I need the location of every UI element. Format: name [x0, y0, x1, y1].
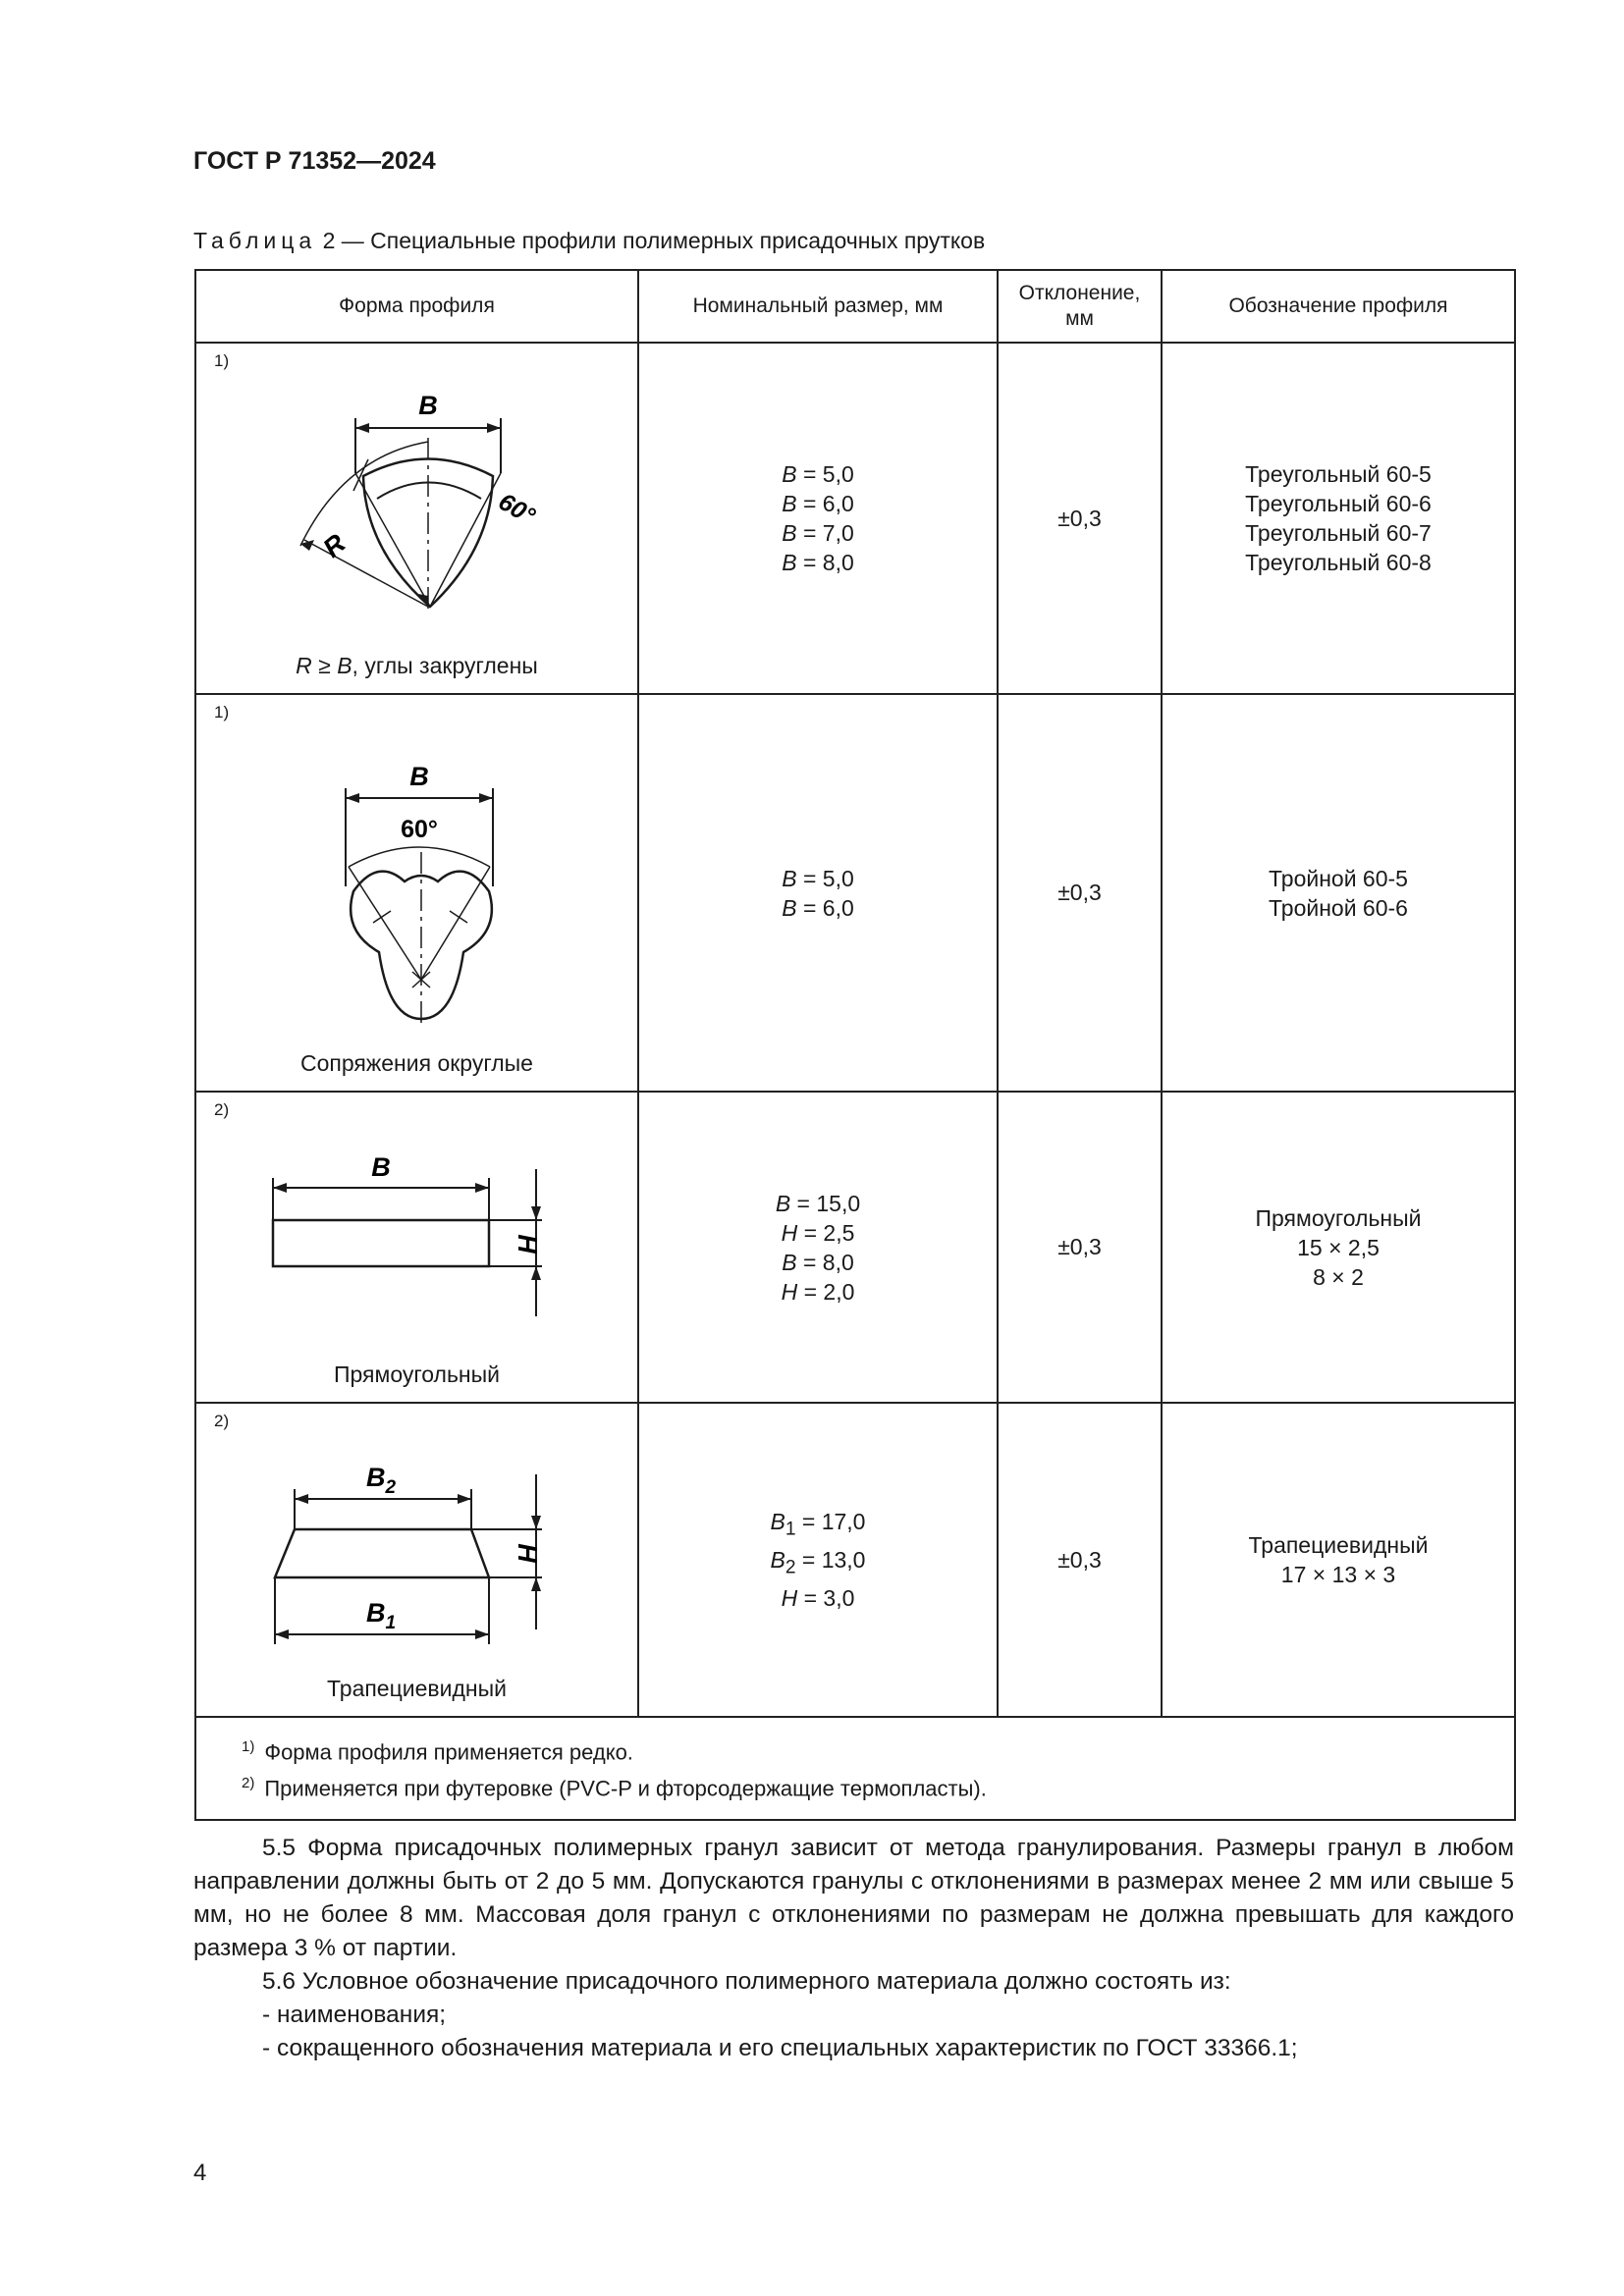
designation-cell — [1162, 694, 1515, 1092]
figure-label-r: R — [317, 528, 352, 563]
trapezoidal-profile-drawing — [196, 1404, 639, 1718]
footnote-mark: 1) — [214, 703, 230, 721]
size-value: B = 8,0 — [782, 550, 854, 575]
triangular-profile-drawing — [196, 344, 639, 695]
size-value: B = 7,0 — [782, 520, 854, 546]
profile-shape-cell — [195, 1403, 638, 1717]
size-value: B = 6,0 — [782, 491, 854, 516]
deviation-cell: ±0,3 — [998, 1403, 1162, 1717]
size-value: B = 6,0 — [782, 894, 854, 921]
designation-line: Прямоугольный — [1255, 1204, 1422, 1231]
caption-rel: ≥ — [311, 653, 338, 678]
profile-caption: Сопряжения округлые — [300, 1050, 533, 1076]
figure-label-b2: $B_2$ — [365, 1463, 397, 1498]
designation-line: Тройной 60-5 — [1269, 865, 1408, 891]
list-item: - наименования; — [262, 2002, 447, 2028]
figure-label-angle: 60° — [493, 488, 540, 531]
paragraph-5-5: 5.5 Форма присадочных полимерных гранул зависит от метода гранулирования. Размеры гранул в любом направлении должны быть от 2 до 5 мм. Допускаются гранулы с отклонениями в размерах менее 2 мм или свыше 5 мм, но не более 8 мм. Массовая доля гранул с отклонениями по размерам не должна превышать для каждого размера 3 % от партии. — [193, 1835, 1514, 1961]
profile-caption: Прямоугольный — [333, 1362, 501, 1387]
size-value: $B_1 = 17,0$ — [770, 1509, 866, 1540]
table-note: $^{1)}$ Форма профиля применяется редко. — [242, 1738, 633, 1765]
size-value: B = 15,0 — [775, 1190, 861, 1216]
deviation-cell: ±0,3 — [998, 343, 1162, 694]
nominal-size-cell — [638, 1403, 998, 1717]
table-row — [195, 343, 1515, 694]
table-row — [195, 1092, 1515, 1403]
table-notes — [195, 1717, 1515, 1820]
table-row — [195, 1403, 1515, 1717]
designation-line: Тройной 60-6 — [1269, 894, 1408, 921]
profile-caption — [196, 653, 637, 679]
figure-label-b1: $B_1$ — [365, 1598, 397, 1633]
designation-line: 17 × 13 × 3 — [1280, 1562, 1396, 1587]
page-number: 4 — [193, 2160, 207, 2186]
table-caption — [193, 228, 985, 254]
figure-label-b: B — [409, 762, 429, 791]
table-header-row — [195, 270, 1515, 343]
table-notes-row — [195, 1717, 1515, 1820]
figure-label-h: H — [513, 1234, 542, 1254]
figure-label-b: B — [418, 391, 438, 420]
profile-shape-cell — [195, 1092, 638, 1403]
caption-var: R — [296, 653, 312, 678]
designation-line: Треугольный 60-6 — [1245, 491, 1432, 516]
nominal-size-cell — [638, 1092, 998, 1403]
figure-label-b: B — [371, 1152, 391, 1182]
designation-line: Треугольный 60-5 — [1245, 461, 1432, 487]
profiles-table — [194, 269, 1516, 1821]
footnote-mark: 2) — [214, 1100, 230, 1119]
profile-caption: Трапециевидный — [327, 1676, 507, 1701]
caption-tail: , углы закруглены — [352, 653, 538, 678]
column-header-deviation: Отклонение, мм — [998, 270, 1162, 343]
triple-profile-drawing — [196, 695, 639, 1093]
nominal-size-cell — [638, 694, 998, 1092]
figure-label-angle: 60° — [401, 816, 438, 843]
column-header-designation: Обозначение профиля — [1162, 270, 1515, 343]
designation-line: 15 × 2,5 — [1297, 1234, 1380, 1260]
table-caption-title: Специальные профили полимерных присадочных прутков — [370, 228, 986, 253]
document-header: ГОСТ Р 71352—2024 — [193, 147, 436, 175]
caption-var2: B — [337, 653, 352, 678]
nominal-size-cell — [638, 343, 998, 694]
figure-label-h: H — [513, 1543, 542, 1563]
body-text — [193, 1832, 1514, 2065]
size-value: H = 2,5 — [781, 1219, 855, 1246]
size-value: B = 5,0 — [782, 865, 854, 891]
table-caption-number: 2 — — [316, 228, 371, 253]
column-header-profile-shape: Форма профиля — [195, 270, 638, 343]
designation-cell — [1162, 343, 1515, 694]
table-row — [195, 694, 1515, 1092]
designation-cell — [1162, 1403, 1515, 1717]
footnote-mark: 1) — [214, 351, 230, 370]
size-value: B = 8,0 — [782, 1249, 854, 1275]
size-value: B = 5,0 — [782, 461, 854, 487]
designation-cell — [1162, 1092, 1515, 1403]
list-item: - сокращенного обозначения материала и его специальных характеристик по ГОСТ 33366.1; — [262, 2035, 1298, 2061]
designation-line: 8 × 2 — [1313, 1263, 1364, 1290]
profile-shape-cell — [195, 343, 638, 694]
size-value: $B_2 = 13,0$ — [770, 1547, 866, 1578]
size-value: H = 2,0 — [781, 1278, 855, 1305]
designation-line: Треугольный 60-7 — [1245, 520, 1432, 546]
column-header-nominal-size: Номинальный размер, мм — [638, 270, 998, 343]
table-caption-prefix: Таблица — [193, 228, 317, 253]
footnote-mark: 2) — [214, 1412, 230, 1430]
paragraph-5-6: 5.6 Условное обозначение присадочного полимерного материала должно состоять из: — [262, 1968, 1231, 1995]
rectangular-profile-drawing — [196, 1093, 639, 1404]
profile-shape-cell — [195, 694, 638, 1092]
deviation-cell: ±0,3 — [998, 694, 1162, 1092]
table-note: $^{2)}$ Применяется при футеровке (PVC-P и фторсодержащие термопласты). — [242, 1775, 987, 1801]
deviation-cell: ±0,3 — [998, 1092, 1162, 1403]
designation-line: Трапециевидный — [1248, 1532, 1429, 1558]
designation-line: Треугольный 60-8 — [1245, 550, 1432, 575]
size-value: H = 3,0 — [781, 1584, 855, 1611]
